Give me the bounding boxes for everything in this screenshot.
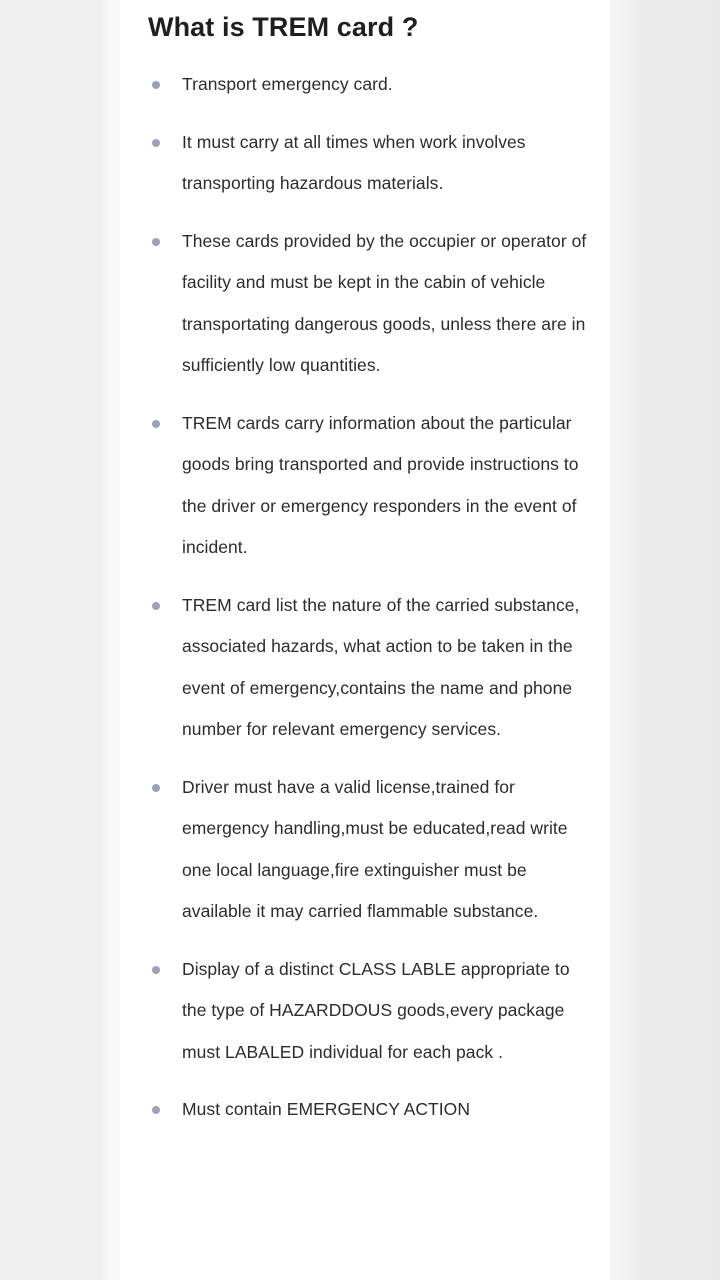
bullet-dot-icon — [152, 784, 160, 792]
list-item-text: Transport emergency card. — [182, 74, 393, 94]
list-item — [148, 221, 588, 387]
list-item — [148, 949, 588, 1074]
list-item-text: It must carry at all times when work involves transporting hazardous materials. — [182, 131, 526, 193]
bullet-dot-icon — [152, 81, 160, 89]
bullet-dot-icon — [152, 238, 160, 246]
list-item-text: TREM cards carry information about the particular goods bring transported and provide instructions to the driver or emergency responders in the event of incident. — [182, 412, 579, 557]
list-item — [148, 403, 588, 569]
list-item-text: TREM card list the nature of the carried substance, associated hazards, what action to be taken in the event of emergency,contains the name and phone number for relevant emergency services. — [182, 594, 580, 739]
list-item — [148, 64, 588, 106]
list-item — [148, 122, 588, 205]
list-item — [148, 767, 588, 933]
bullet-dot-icon — [152, 602, 160, 610]
bullet-dot-icon — [152, 139, 160, 147]
bullet-dot-icon — [152, 420, 160, 428]
list-item-text: Driver must have a valid license,trained for emergency handling,must be educated,read write one local language,fire extinguisher must be available it may carried flammable substance. — [182, 776, 568, 921]
list-item-text: Must contain EMERGENCY ACTION — [182, 1099, 471, 1119]
bullet-dot-icon — [152, 1106, 160, 1114]
bullet-dot-icon — [152, 966, 160, 974]
list-item — [148, 585, 588, 751]
page-title: What is TREM card ? — [148, 12, 419, 42]
bullet-list — [148, 64, 588, 1131]
document-content — [148, 0, 588, 1280]
list-item-text: These cards provided by the occupier or operator of facility and must be kept in the cabin of vehicle transportating dangerous goods, unless there are in sufficiently low quantities. — [182, 230, 587, 375]
list-item — [148, 1089, 588, 1131]
list-item-text: Display of a distinct CLASS LABLE appropriate to the type of HAZARDDOUS goods,every package must LABALED individual for each pack . — [182, 958, 570, 1062]
